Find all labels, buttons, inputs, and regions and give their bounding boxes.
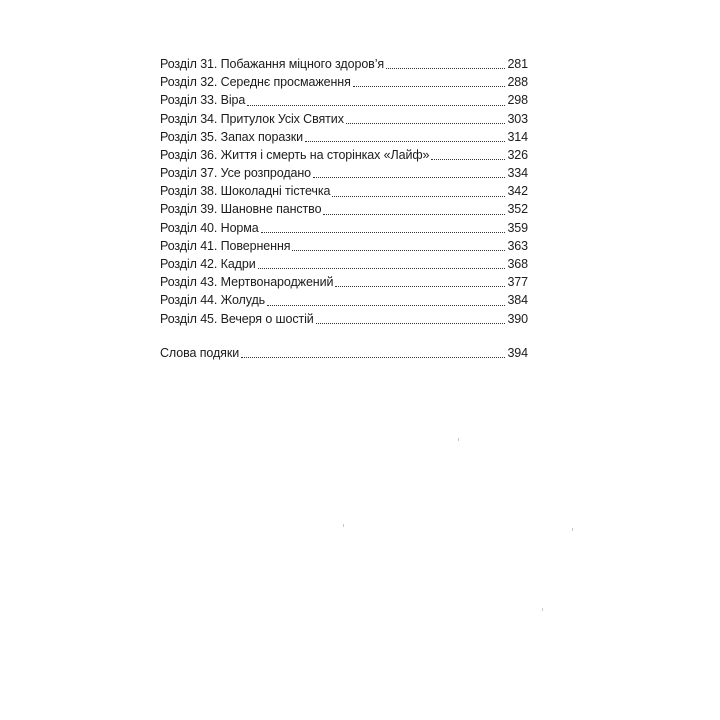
toc-page-number: 359 (507, 220, 528, 235)
toc-entry-42 (160, 255, 528, 273)
toc-page-number: 314 (507, 129, 528, 144)
toc-entry-acknowledgements (160, 344, 528, 362)
toc-entry-title: Розділ 38. Шоколадні тістечка (160, 184, 331, 199)
dot-leader (332, 196, 505, 197)
toc-page-number: 303 (507, 111, 528, 126)
section-spacer (160, 328, 528, 344)
dot-leader (305, 141, 505, 142)
toc-entry-title: Розділ 43. Мертвонароджений (160, 275, 334, 290)
toc-entry-36 (160, 146, 528, 164)
toc-entry-40 (160, 219, 528, 237)
toc-entry-title: Розділ 36. Життя і смерть на сторінках «Лайф» (160, 147, 430, 162)
toc-page-number: 394 (507, 345, 528, 360)
toc-page-number: 377 (507, 275, 528, 290)
toc-entry-41 (160, 237, 528, 255)
toc-entry-title: Розділ 34. Притулок Усіх Святих (160, 111, 344, 126)
scan-speck (542, 608, 543, 611)
toc-entry-title: Розділ 42. Кадри (160, 257, 256, 272)
toc-entry-35 (160, 128, 528, 146)
toc-entry-32 (160, 73, 528, 91)
toc-entry-43 (160, 273, 528, 291)
toc-entry-title: Розділ 32. Середнє просмаження (160, 75, 351, 90)
scan-speck (343, 524, 344, 527)
toc-entry-title: Слова подяки (160, 345, 240, 360)
dot-leader (267, 305, 505, 306)
toc-entry-44 (160, 291, 528, 309)
toc-page-number: 390 (507, 311, 528, 326)
toc-page-number: 288 (507, 75, 528, 90)
toc-entry-31 (160, 55, 528, 73)
dot-leader (292, 250, 505, 251)
scan-speck (572, 528, 573, 531)
scan-speck (458, 438, 459, 441)
toc-entry-45 (160, 310, 528, 328)
toc-entry-title: Розділ 45. Вечеря о шостій (160, 311, 314, 326)
dot-leader (386, 68, 505, 69)
table-of-contents (160, 55, 528, 362)
toc-page-number: 326 (507, 147, 528, 162)
toc-entry-title: Розділ 31. Побажання міцного здоров’я (160, 56, 385, 71)
dot-leader (316, 323, 506, 324)
toc-page-number: 334 (507, 166, 528, 181)
toc-page-number: 298 (507, 93, 528, 108)
toc-entry-37 (160, 164, 528, 182)
toc-entry-title: Розділ 35. Запах поразки (160, 129, 303, 144)
toc-page-number: 342 (507, 184, 528, 199)
toc-entry-39 (160, 201, 528, 219)
dot-leader (261, 232, 506, 233)
dot-leader (313, 177, 505, 178)
toc-entry-title: Розділ 44. Жолудь (160, 293, 266, 308)
toc-page-number: 281 (507, 56, 528, 71)
dot-leader (353, 86, 506, 87)
dot-leader (335, 286, 505, 287)
dot-leader (346, 123, 506, 124)
toc-entry-38 (160, 182, 528, 200)
toc-entry-title: Розділ 40. Норма (160, 220, 259, 235)
toc-page-number: 384 (507, 293, 528, 308)
toc-entry-34 (160, 110, 528, 128)
toc-entry-33 (160, 91, 528, 109)
toc-entry-title: Розділ 37. Усе розпродано (160, 166, 312, 181)
toc-entry-title: Розділ 41. Повернення (160, 238, 291, 253)
dot-leader (323, 214, 505, 215)
toc-page-number: 352 (507, 202, 528, 217)
toc-entry-title: Розділ 39. Шановне панство (160, 202, 322, 217)
dot-leader (247, 105, 505, 106)
toc-entry-title: Розділ 33. Віра (160, 93, 246, 108)
toc-page-number: 368 (507, 257, 528, 272)
dot-leader (241, 357, 505, 358)
dot-leader (258, 268, 506, 269)
dot-leader (431, 159, 505, 160)
toc-page-number: 363 (507, 238, 528, 253)
